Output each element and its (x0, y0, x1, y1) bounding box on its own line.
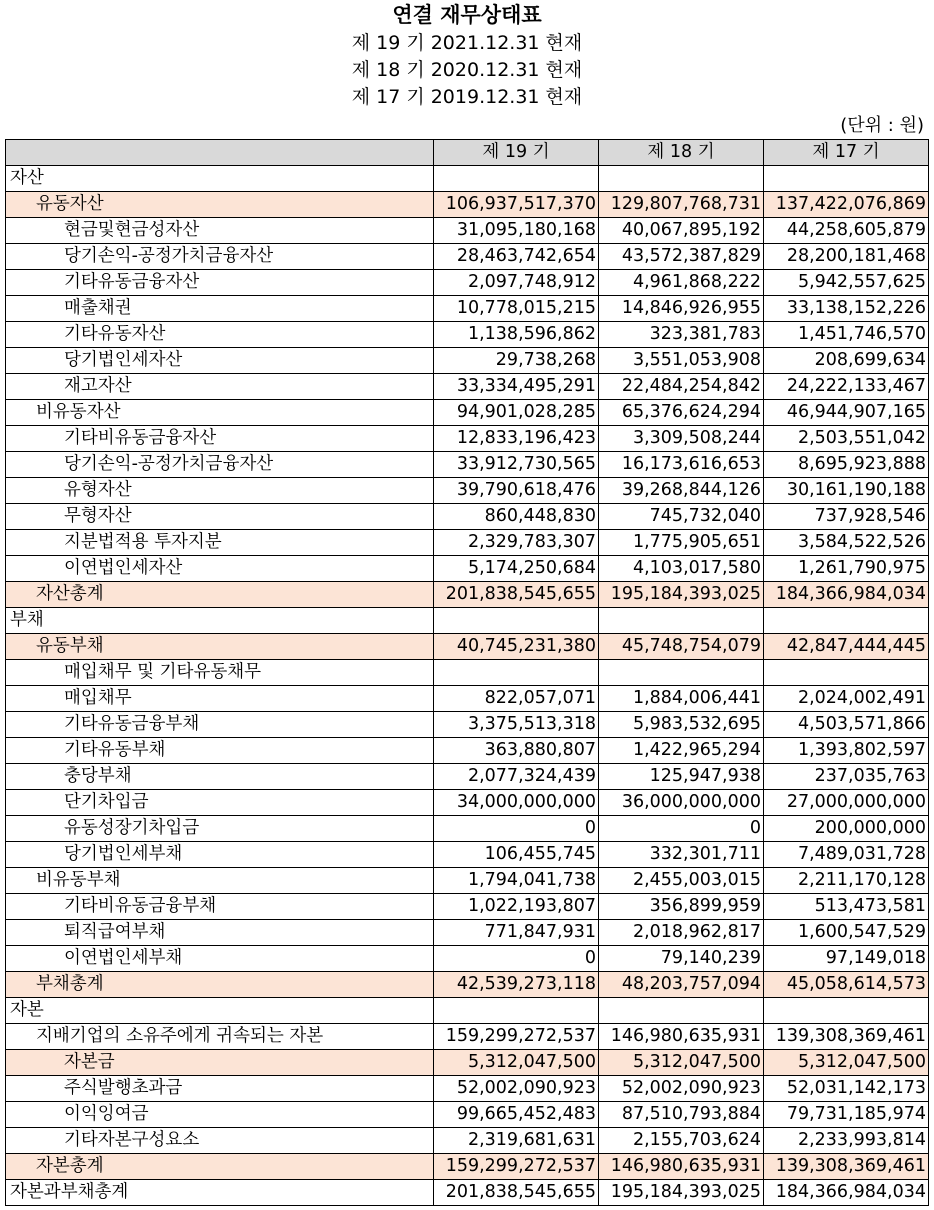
amount-cell: 771,847,931 (434, 920, 599, 946)
account-label: 기타유동부채 (6, 738, 434, 764)
amount-cell: 1,422,965,294 (599, 738, 764, 764)
account-label: 무형자산 (6, 504, 434, 530)
amount-cell: 1,022,193,807 (434, 894, 599, 920)
amount-cell: 201,838,545,655 (434, 1180, 599, 1206)
page-title: 연결 재무상태표 (392, 3, 542, 27)
table-row (6, 556, 929, 582)
amount-cell: 43,572,387,829 (599, 244, 764, 270)
account-label: 당기손익-공정가치금융자산 (6, 452, 434, 478)
table-row (6, 478, 929, 504)
amount-cell: 332,301,711 (599, 842, 764, 868)
amount-cell: 0 (434, 946, 599, 972)
account-label: 이연법인세자산 (6, 556, 434, 582)
amount-cell: 97,149,018 (764, 946, 929, 972)
account-label: 기타유동자산 (6, 322, 434, 348)
table-row (6, 504, 929, 530)
table-row (6, 426, 929, 452)
amount-cell: 45,058,614,573 (764, 972, 929, 998)
amount-cell: 31,095,180,168 (434, 218, 599, 244)
amount-cell: 36,000,000,000 (599, 790, 764, 816)
amount-cell (764, 608, 929, 634)
table-row (6, 322, 929, 348)
account-label: 매입채무 및 기타유동채무 (6, 660, 434, 686)
amount-cell: 44,258,605,879 (764, 218, 929, 244)
table-row (6, 998, 929, 1024)
amount-cell (764, 166, 929, 192)
header-blank-cell (6, 140, 434, 166)
amount-cell: 33,138,152,226 (764, 296, 929, 322)
amount-cell: 1,393,802,597 (764, 738, 929, 764)
amount-cell: 40,067,895,192 (599, 218, 764, 244)
table-row (6, 166, 929, 192)
table-row (6, 270, 929, 296)
table-row (6, 634, 929, 660)
amount-cell: 2,211,170,128 (764, 868, 929, 894)
account-label: 자본 (6, 998, 434, 1024)
period-subtitle: 제 17 기 2019.12.31 현재 (351, 86, 583, 108)
amount-cell: 2,024,002,491 (764, 686, 929, 712)
amount-cell: 48,203,757,094 (599, 972, 764, 998)
account-label: 자산 (6, 166, 434, 192)
amount-cell: 16,173,616,653 (599, 452, 764, 478)
amount-cell: 14,846,926,955 (599, 296, 764, 322)
amount-cell: 5,942,557,625 (764, 270, 929, 296)
account-label: 기타비유동금융자산 (6, 426, 434, 452)
account-label: 이연법인세부채 (6, 946, 434, 972)
amount-cell: 52,002,090,923 (434, 1076, 599, 1102)
account-label: 당기손익-공정가치금융자산 (6, 244, 434, 270)
amount-cell: 33,912,730,565 (434, 452, 599, 478)
account-label: 자본과부채총계 (6, 1180, 434, 1206)
account-label: 당기법인세부채 (6, 842, 434, 868)
amount-cell: 79,731,185,974 (764, 1102, 929, 1128)
amount-cell: 3,309,508,244 (599, 426, 764, 452)
table-row (6, 920, 929, 946)
amount-cell: 2,155,703,624 (599, 1128, 764, 1154)
period-subtitle: 제 18 기 2020.12.31 현재 (351, 59, 583, 81)
amount-cell: 737,928,546 (764, 504, 929, 530)
amount-cell: 184,366,984,034 (764, 582, 929, 608)
account-label: 자산총계 (6, 582, 434, 608)
amount-cell: 42,847,444,445 (764, 634, 929, 660)
amount-cell: 5,312,047,500 (599, 1050, 764, 1076)
table-row (6, 1102, 929, 1128)
amount-cell: 363,880,807 (434, 738, 599, 764)
table-row (6, 348, 929, 374)
amount-cell (599, 998, 764, 1024)
account-label: 자본총계 (6, 1154, 434, 1180)
amount-cell: 2,329,783,307 (434, 530, 599, 556)
amount-cell: 3,584,522,526 (764, 530, 929, 556)
amount-cell: 3,551,053,908 (599, 348, 764, 374)
amount-cell: 99,665,452,483 (434, 1102, 599, 1128)
table-row (6, 686, 929, 712)
amount-cell (599, 166, 764, 192)
amount-cell: 4,103,017,580 (599, 556, 764, 582)
table-row (6, 816, 929, 842)
amount-cell: 129,807,768,731 (599, 192, 764, 218)
amount-cell: 323,381,783 (599, 322, 764, 348)
amount-cell (434, 166, 599, 192)
amount-cell: 52,031,142,173 (764, 1076, 929, 1102)
amount-cell (434, 660, 599, 686)
amount-cell: 139,308,369,461 (764, 1154, 929, 1180)
amount-cell: 28,200,181,468 (764, 244, 929, 270)
unit-label: (단위 : 원) (840, 115, 924, 136)
amount-cell: 860,448,830 (434, 504, 599, 530)
column-header: 제 17 기 (764, 140, 929, 166)
amount-cell: 2,097,748,912 (434, 270, 599, 296)
balance-sheet-table (5, 139, 929, 1206)
table-row (6, 972, 929, 998)
account-label: 기타유동금융자산 (6, 270, 434, 296)
amount-cell: 94,901,028,285 (434, 400, 599, 426)
table-header-row (6, 140, 929, 166)
amount-cell (764, 660, 929, 686)
amount-cell: 195,184,393,025 (599, 582, 764, 608)
account-label: 유동성장기차입금 (6, 816, 434, 842)
amount-cell: 24,222,133,467 (764, 374, 929, 400)
table-row (6, 1076, 929, 1102)
amount-cell: 5,983,532,695 (599, 712, 764, 738)
amount-cell: 200,000,000 (764, 816, 929, 842)
table-row (6, 608, 929, 634)
amount-cell: 139,308,369,461 (764, 1024, 929, 1050)
table-row (6, 192, 929, 218)
account-label: 유동부채 (6, 634, 434, 660)
amount-cell: 4,503,571,866 (764, 712, 929, 738)
account-label: 기타자본구성요소 (6, 1128, 434, 1154)
amount-cell: 79,140,239 (599, 946, 764, 972)
account-label: 당기법인세자산 (6, 348, 434, 374)
table-row (6, 946, 929, 972)
amount-cell: 65,376,624,294 (599, 400, 764, 426)
amount-cell: 125,947,938 (599, 764, 764, 790)
account-label: 지배기업의 소유주에게 귀속되는 자본 (6, 1024, 434, 1050)
table-row (6, 712, 929, 738)
table-row (6, 400, 929, 426)
amount-cell: 22,484,254,842 (599, 374, 764, 400)
amount-cell: 87,510,793,884 (599, 1102, 764, 1128)
amount-cell: 5,312,047,500 (764, 1050, 929, 1076)
amount-cell: 146,980,635,931 (599, 1024, 764, 1050)
account-label: 기타유동금융부채 (6, 712, 434, 738)
table-row (6, 842, 929, 868)
amount-cell: 2,319,681,631 (434, 1128, 599, 1154)
table-row (6, 582, 929, 608)
amount-cell: 356,899,959 (599, 894, 764, 920)
amount-cell: 2,233,993,814 (764, 1128, 929, 1154)
amount-cell: 46,944,907,165 (764, 400, 929, 426)
account-label: 유동자산 (6, 192, 434, 218)
amount-cell: 1,884,006,441 (599, 686, 764, 712)
amount-cell: 106,455,745 (434, 842, 599, 868)
amount-cell: 1,600,547,529 (764, 920, 929, 946)
account-label: 유형자산 (6, 478, 434, 504)
amount-cell (764, 998, 929, 1024)
amount-cell: 52,002,090,923 (599, 1076, 764, 1102)
amount-cell: 159,299,272,537 (434, 1154, 599, 1180)
amount-cell: 7,489,031,728 (764, 842, 929, 868)
account-label: 비유동부채 (6, 868, 434, 894)
account-label: 퇴직급여부채 (6, 920, 434, 946)
table-row (6, 1024, 929, 1050)
account-label: 자본금 (6, 1050, 434, 1076)
amount-cell: 184,366,984,034 (764, 1180, 929, 1206)
account-label: 현금및현금성자산 (6, 218, 434, 244)
amount-cell: 2,455,003,015 (599, 868, 764, 894)
account-label: 지분법적용 투자지분 (6, 530, 434, 556)
amount-cell: 1,138,596,862 (434, 322, 599, 348)
amount-cell: 513,473,581 (764, 894, 929, 920)
amount-cell: 30,161,190,188 (764, 478, 929, 504)
period-subtitle: 제 19 기 2021.12.31 현재 (351, 32, 583, 54)
amount-cell: 1,451,746,570 (764, 322, 929, 348)
table-row (6, 374, 929, 400)
amount-cell: 0 (599, 816, 764, 842)
table-row (6, 530, 929, 556)
amount-cell: 137,422,076,869 (764, 192, 929, 218)
amount-cell: 2,077,324,439 (434, 764, 599, 790)
account-label: 매입채무 (6, 686, 434, 712)
amount-cell: 159,299,272,537 (434, 1024, 599, 1050)
amount-cell: 27,000,000,000 (764, 790, 929, 816)
amount-cell: 237,035,763 (764, 764, 929, 790)
amount-cell: 201,838,545,655 (434, 582, 599, 608)
amount-cell (434, 998, 599, 1024)
amount-cell: 29,738,268 (434, 348, 599, 374)
amount-cell: 12,833,196,423 (434, 426, 599, 452)
amount-cell: 1,775,905,651 (599, 530, 764, 556)
table-row (6, 764, 929, 790)
table-row (6, 738, 929, 764)
table-row (6, 244, 929, 270)
amount-cell: 8,695,923,888 (764, 452, 929, 478)
table-row (6, 1154, 929, 1180)
amount-cell: 33,334,495,291 (434, 374, 599, 400)
amount-cell: 2,503,551,042 (764, 426, 929, 452)
table-row (6, 660, 929, 686)
table-body (6, 166, 929, 1206)
amount-cell: 195,184,393,025 (599, 1180, 764, 1206)
amount-cell: 1,794,041,738 (434, 868, 599, 894)
account-label: 단기차입금 (6, 790, 434, 816)
column-header: 제 18 기 (599, 140, 764, 166)
amount-cell: 745,732,040 (599, 504, 764, 530)
amount-cell: 39,268,844,126 (599, 478, 764, 504)
table-row (6, 1128, 929, 1154)
table-row (6, 894, 929, 920)
amount-cell: 5,312,047,500 (434, 1050, 599, 1076)
amount-cell: 1,261,790,975 (764, 556, 929, 582)
amount-cell: 45,748,754,079 (599, 634, 764, 660)
account-label: 주식발행초과금 (6, 1076, 434, 1102)
account-label: 비유동자산 (6, 400, 434, 426)
amount-cell: 10,778,015,215 (434, 296, 599, 322)
amount-cell: 106,937,517,370 (434, 192, 599, 218)
amount-cell: 146,980,635,931 (599, 1154, 764, 1180)
amount-cell: 208,699,634 (764, 348, 929, 374)
amount-cell (599, 660, 764, 686)
amount-cell: 28,463,742,654 (434, 244, 599, 270)
account-label: 이익잉여금 (6, 1102, 434, 1128)
table-row (6, 452, 929, 478)
table-row (6, 1180, 929, 1206)
column-header: 제 19 기 (434, 140, 599, 166)
account-label: 부채총계 (6, 972, 434, 998)
amount-cell: 0 (434, 816, 599, 842)
amount-cell: 42,539,273,118 (434, 972, 599, 998)
account-label: 매출채권 (6, 296, 434, 322)
account-label: 기타비유동금융부채 (6, 894, 434, 920)
account-label: 재고자산 (6, 374, 434, 400)
amount-cell: 2,018,962,817 (599, 920, 764, 946)
table-row (6, 868, 929, 894)
amount-cell: 4,961,868,222 (599, 270, 764, 296)
table-row (6, 218, 929, 244)
amount-cell (434, 608, 599, 634)
table-row (6, 790, 929, 816)
account-label: 부채 (6, 608, 434, 634)
amount-cell: 3,375,513,318 (434, 712, 599, 738)
amount-cell: 39,790,618,476 (434, 478, 599, 504)
amount-cell: 822,057,071 (434, 686, 599, 712)
account-label: 충당부채 (6, 764, 434, 790)
table-row (6, 296, 929, 322)
amount-cell (599, 608, 764, 634)
table-row (6, 1050, 929, 1076)
amount-cell: 5,174,250,684 (434, 556, 599, 582)
amount-cell: 34,000,000,000 (434, 790, 599, 816)
amount-cell: 40,745,231,380 (434, 634, 599, 660)
